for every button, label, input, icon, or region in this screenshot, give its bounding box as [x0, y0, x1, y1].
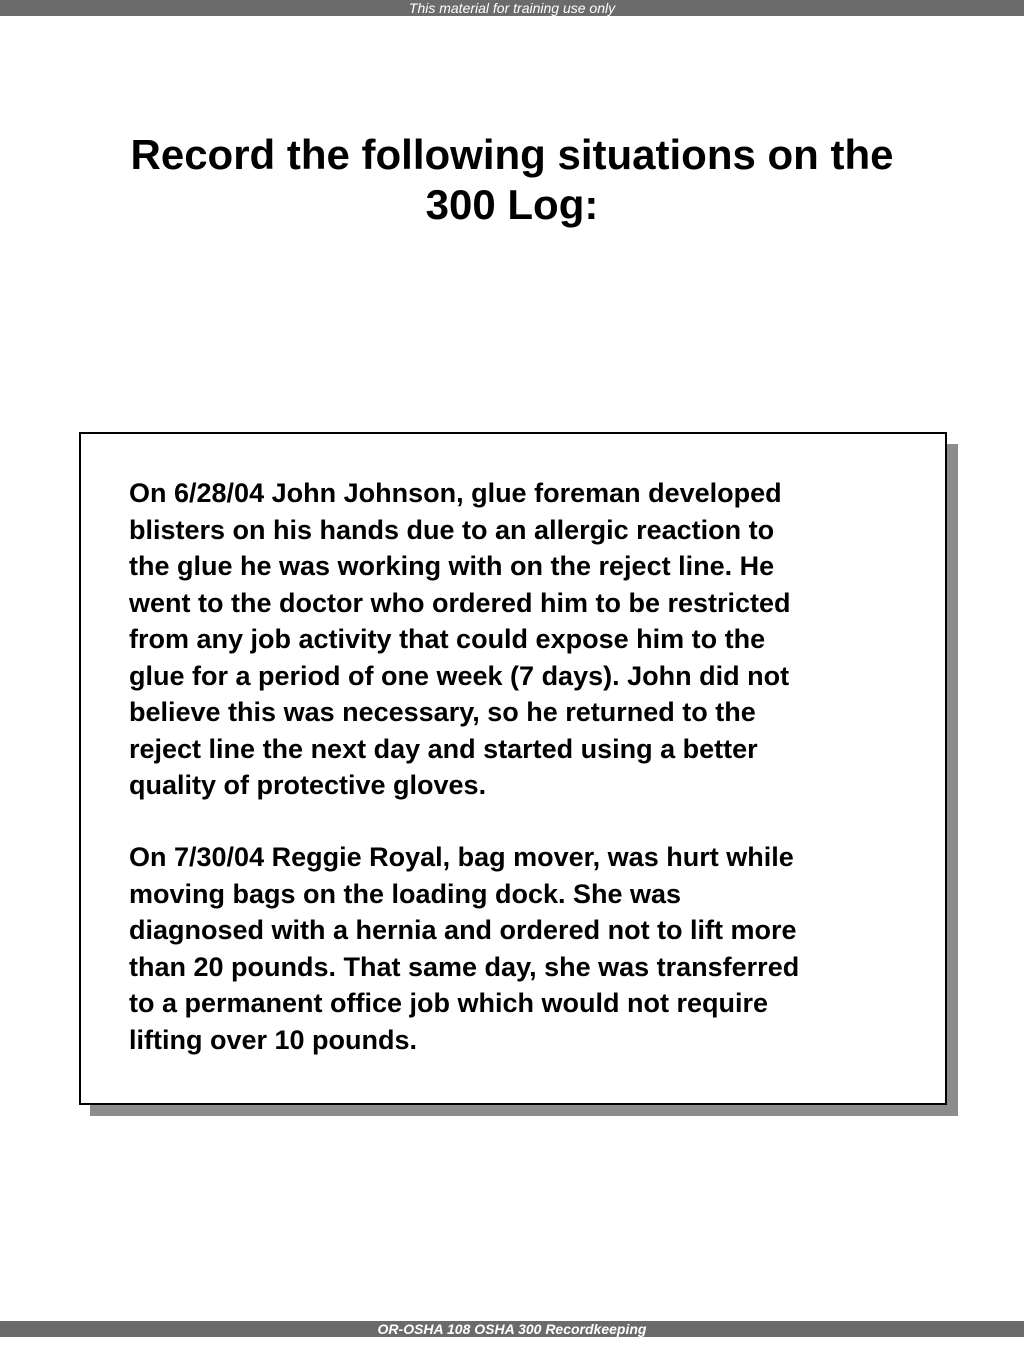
scenario-paragraph-johnson: On 6/28/04 John Johnson, glue foreman developed blisters on his hands due to an allergic reaction to the glue he was working with on the reject line. He went to the doctor who ordered him to be restricted from any job activity that could expose him to the glue for a period of one week (7 days). John did not believe this was necessary, so he returned to the reject line the next day and started using a better quality of protective gloves.	[129, 478, 791, 800]
top-banner-text: This material for training use only	[408, 0, 616, 16]
scenario-box	[79, 432, 947, 1105]
bottom-banner	[0, 1321, 1024, 1337]
scenario-paragraph-royal: On 7/30/04 Reggie Royal, bag mover, was hurt while moving bags on the loading dock. She was diagnosed with a hernia and ordered not to lift more than 20 pounds. That same day, she was transferred to a permanent office job which would not require lifting over 10 pounds.	[129, 842, 800, 1055]
top-banner	[0, 0, 1024, 16]
bottom-banner-text: OR-OSHA 108 OSHA 300 Recordkeeping	[377, 1321, 647, 1337]
slide-title: Record the following situations on the 300 Log:	[130, 131, 894, 228]
